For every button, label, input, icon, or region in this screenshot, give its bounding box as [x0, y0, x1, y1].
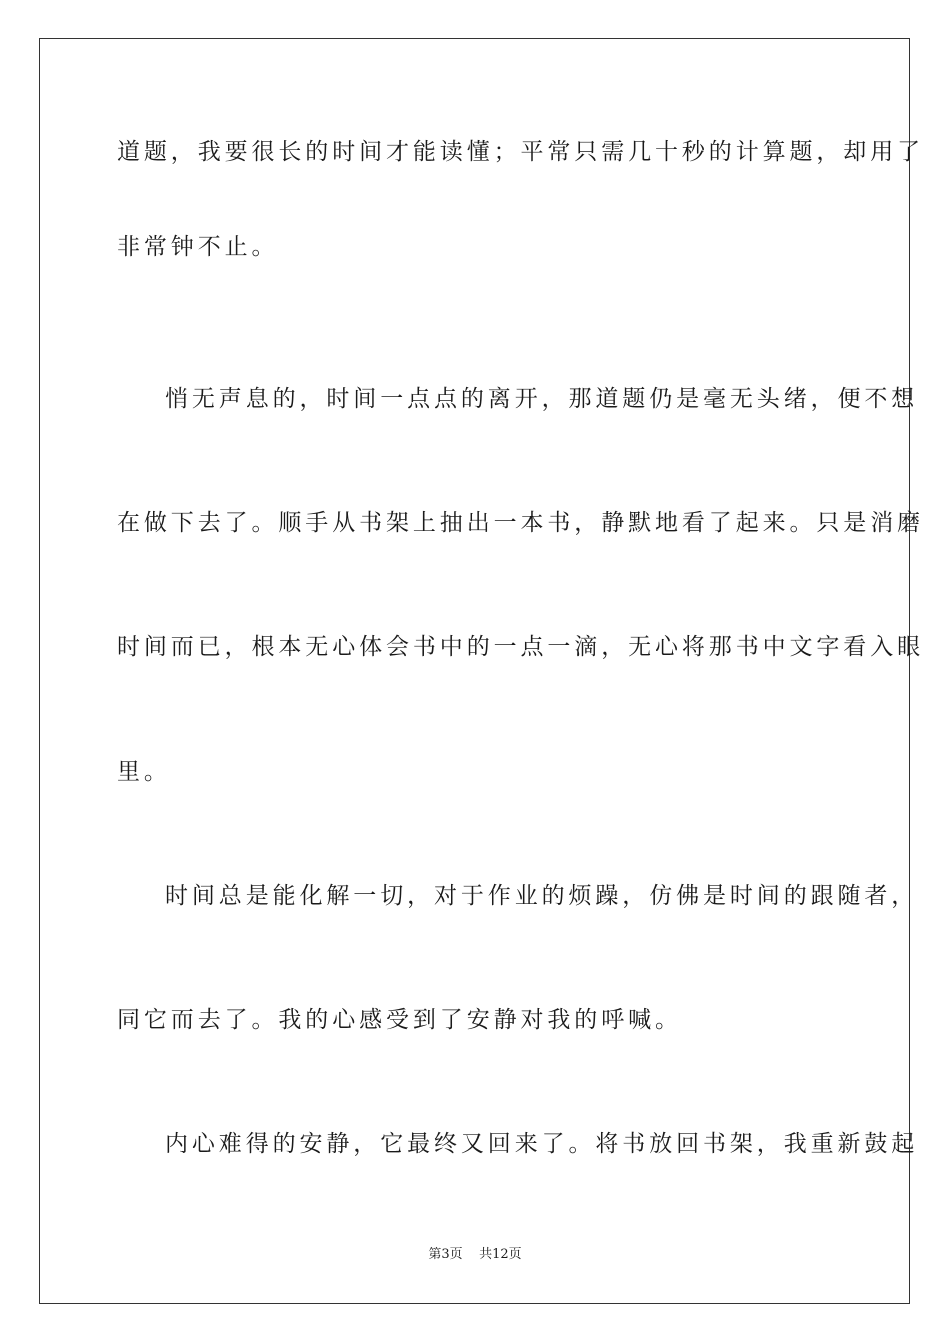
page-frame — [39, 38, 924, 1304]
text-line: 时间而已，根本无心体会书中的一点一滴，无心将那书中文字看入眼 — [117, 634, 924, 660]
text-line: 在做下去了。顺手从书架上抽出一本书，静默地看了起来。只是消磨 — [117, 510, 924, 536]
paragraph-first-line: 内心难得的安静，它最终又回来了。将书放回书架，我重新鼓起 — [165, 1131, 919, 1157]
page-footer — [0, 1246, 950, 1264]
text-line: 非常钟不止。 — [117, 234, 279, 260]
paragraph-first-line: 悄无声息的，时间一点点的离开，那道题仍是毫无头绪，便不想 — [165, 386, 919, 412]
text-line: 道题，我要很长的时间才能读懂；平常只需几十秒的计算题，却用了 — [117, 139, 924, 165]
paragraph-first-line: 时间总是能化解一切，对于作业的烦躁，仿佛是时间的跟随者， — [165, 883, 919, 909]
text-line: 同它而去了。我的心感受到了安静对我的呼喊。 — [117, 1007, 682, 1033]
page-total: 共12页 — [479, 1247, 522, 1262]
page-number: 第3页 — [428, 1247, 463, 1262]
text-line: 里。 — [117, 759, 171, 785]
